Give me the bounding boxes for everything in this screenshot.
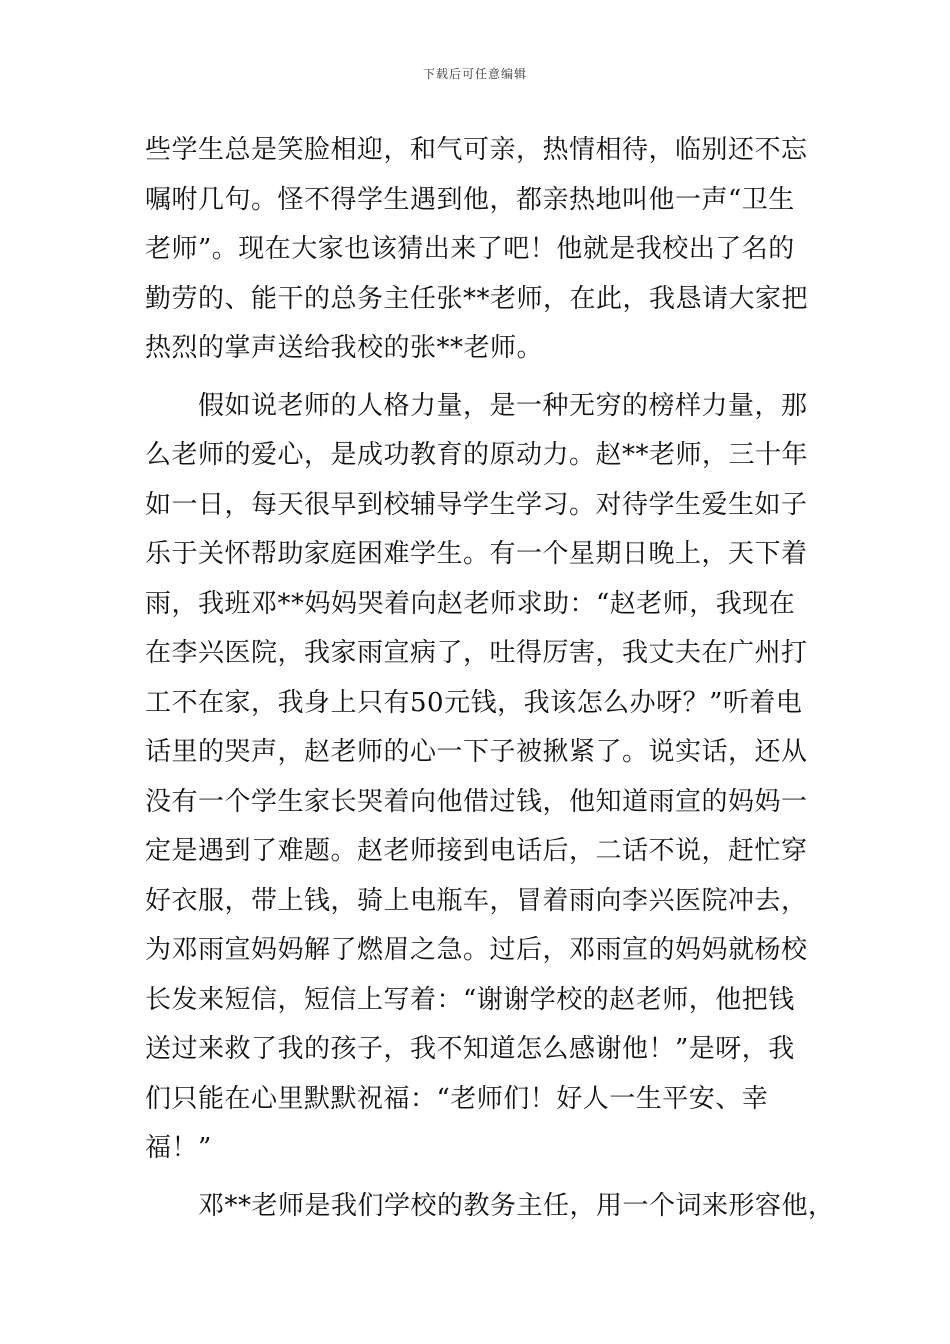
text-line: 勤劳的、能干的总务主任张**老师，在此，我恳请大家把 [145,283,809,314]
document-body [145,126,835,1231]
text-line: 乐于关怀帮助家庭困难学生。有一个星期日晚上，天下着 [145,539,808,569]
text-line: 没有一个学生家长哭着向他借过钱，他知道雨宣的妈妈一 [145,786,808,817]
text-line: 送过来救了我的孩子，我不知道怎么感谢他！”是呀，我 [145,1034,795,1064]
paragraph-gap [145,1174,810,1182]
text-line: 为邓雨宣妈妈解了燃眉之急。过后，邓雨宣的妈妈就杨校 [145,935,808,965]
text-line: 嘱咐几句。怪不得学生遇到他，都亲热地叫他一声“卫生 [145,184,795,215]
text-line: 雨，我班邓**妈妈哭着向赵老师求助：“赵老师，我现在 [145,588,796,619]
text-line: 长发来短信，短信上写着：“谢谢学校的赵老师，他把钱 [145,984,795,1015]
text-line: 些学生总是笑脸相迎，和气可亲，热情相待，临别还不忘 [145,135,808,165]
text-line: 们只能在心里默默祝福：“老师们！好人一生平安、幸 [145,1083,769,1114]
text-line: 话里的哭声，赵老师的心一下子被揪紧了。说实话，还从 [145,737,808,767]
text-line: 福！” [145,1133,212,1163]
text-line: 好衣服，带上钱，骑上电瓶车，冒着雨向李兴医院冲去， [145,885,808,916]
text-line: 如一日，每天很早到校辅导学生学习。对待学生爱生如子 [145,489,808,520]
text-line: 老师”。现在大家也该猜出来了吧！他就是我校出了名的 [145,234,795,264]
text-line: 定是遇到了难题。赵老师接到电话后，二话不说，赶忙穿 [145,836,808,866]
text-line: 工不在家，我身上只有50元钱，我该怎么办呀？”听着电 [145,687,803,718]
paragraph-gap [145,374,810,382]
text-line: 在李兴医院，我家雨宣病了，吐得厉害，我丈夫在广州打 [145,638,808,668]
text-line: 么老师的爱心，是成功教育的原动力。赵**老师，三十年 [145,440,809,470]
text-line: 假如说老师的人格力量，是一种无穷的榜样力量，那 [145,390,808,421]
text-line: 热烈的掌声送给我校的张**老师。 [145,333,544,363]
page-header: 下载后可任意编辑 [422,67,527,81]
text-line: 邓**老师是我们学校的教务主任，用一个词来形容他， [145,1190,835,1221]
